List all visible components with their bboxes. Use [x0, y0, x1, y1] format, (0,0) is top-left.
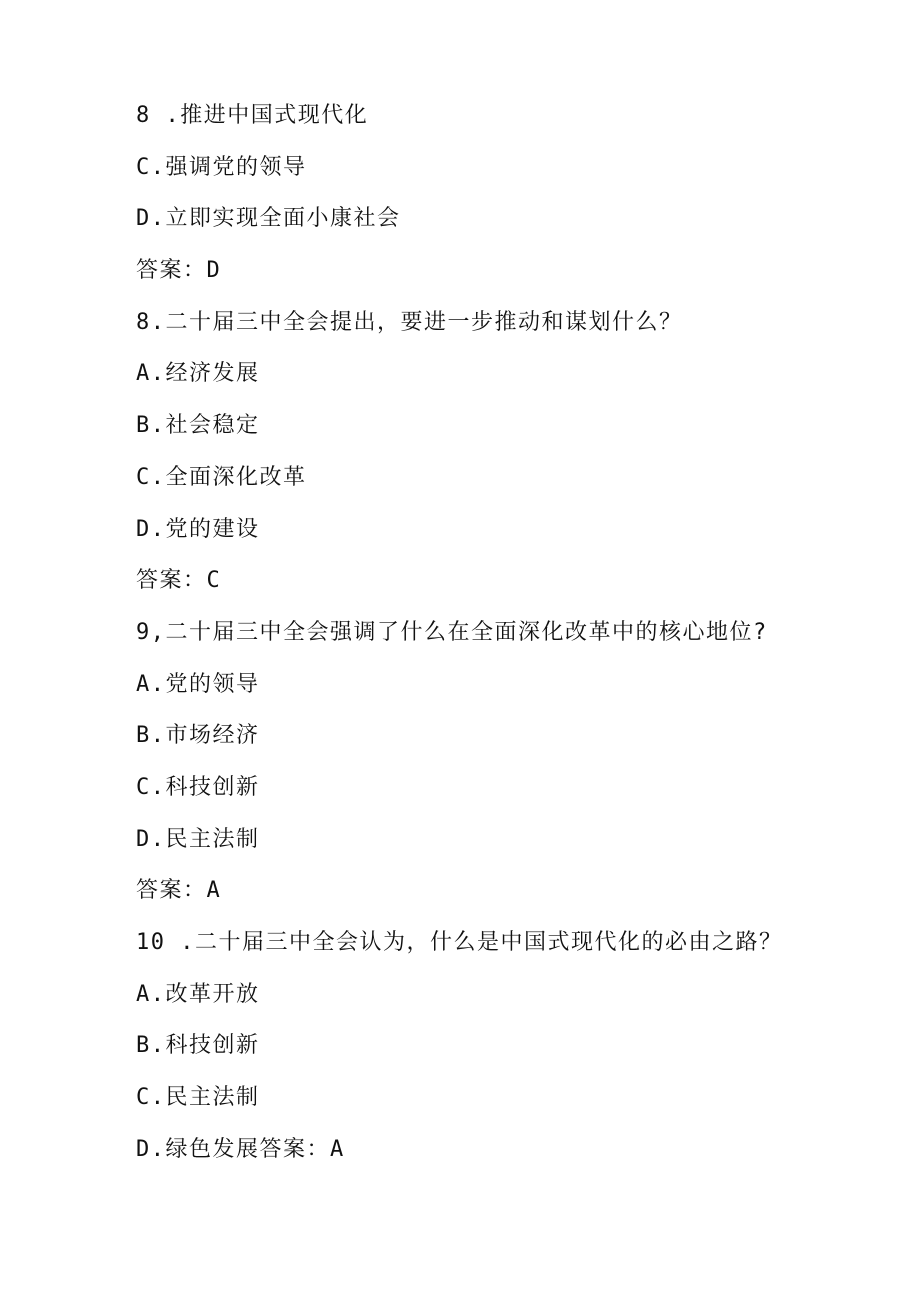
option-9-d: D.民主法制	[136, 826, 260, 852]
option-line-7-c: C.强调党的领导	[136, 154, 307, 180]
option-8-d: D.党的建设	[136, 516, 260, 542]
question-10: 10 .二十届三中全会认为，什么是中国式现代化的必由之路？	[136, 930, 783, 955]
question-9: 9,二十届三中全会强调了什么在全面深化改革中的核心地位?	[136, 619, 768, 645]
option-9-b: B.市场经济	[136, 723, 260, 749]
answer-line-7: 答案：D	[136, 258, 222, 284]
question-8: 8.二十届三中全会提出，要进一步推动和谋划什么？	[136, 309, 683, 335]
option-8-b: B.社会稳定	[136, 413, 260, 439]
option-8-a: A.经济发展	[136, 361, 260, 387]
document-body	[136, 96, 876, 1181]
option-10-b: B.科技创新	[136, 1033, 260, 1059]
option-line-8-b: 8 .推进中国式现代化	[136, 103, 369, 128]
option-10-c: C.民主法制	[136, 1085, 260, 1111]
answer-8: 答案：C	[136, 568, 222, 594]
option-10-d-answer: D.绿色发展答案：A	[136, 1136, 345, 1162]
option-line-7-d: D.立即实现全面小康社会	[136, 206, 401, 232]
option-8-c: C.全面深化改革	[136, 464, 307, 490]
option-10-a: A.改革开放	[136, 981, 260, 1007]
option-9-c: C.科技创新	[136, 774, 260, 800]
option-9-a: A.党的领导	[136, 671, 260, 697]
answer-9: 答案：A	[136, 878, 222, 904]
